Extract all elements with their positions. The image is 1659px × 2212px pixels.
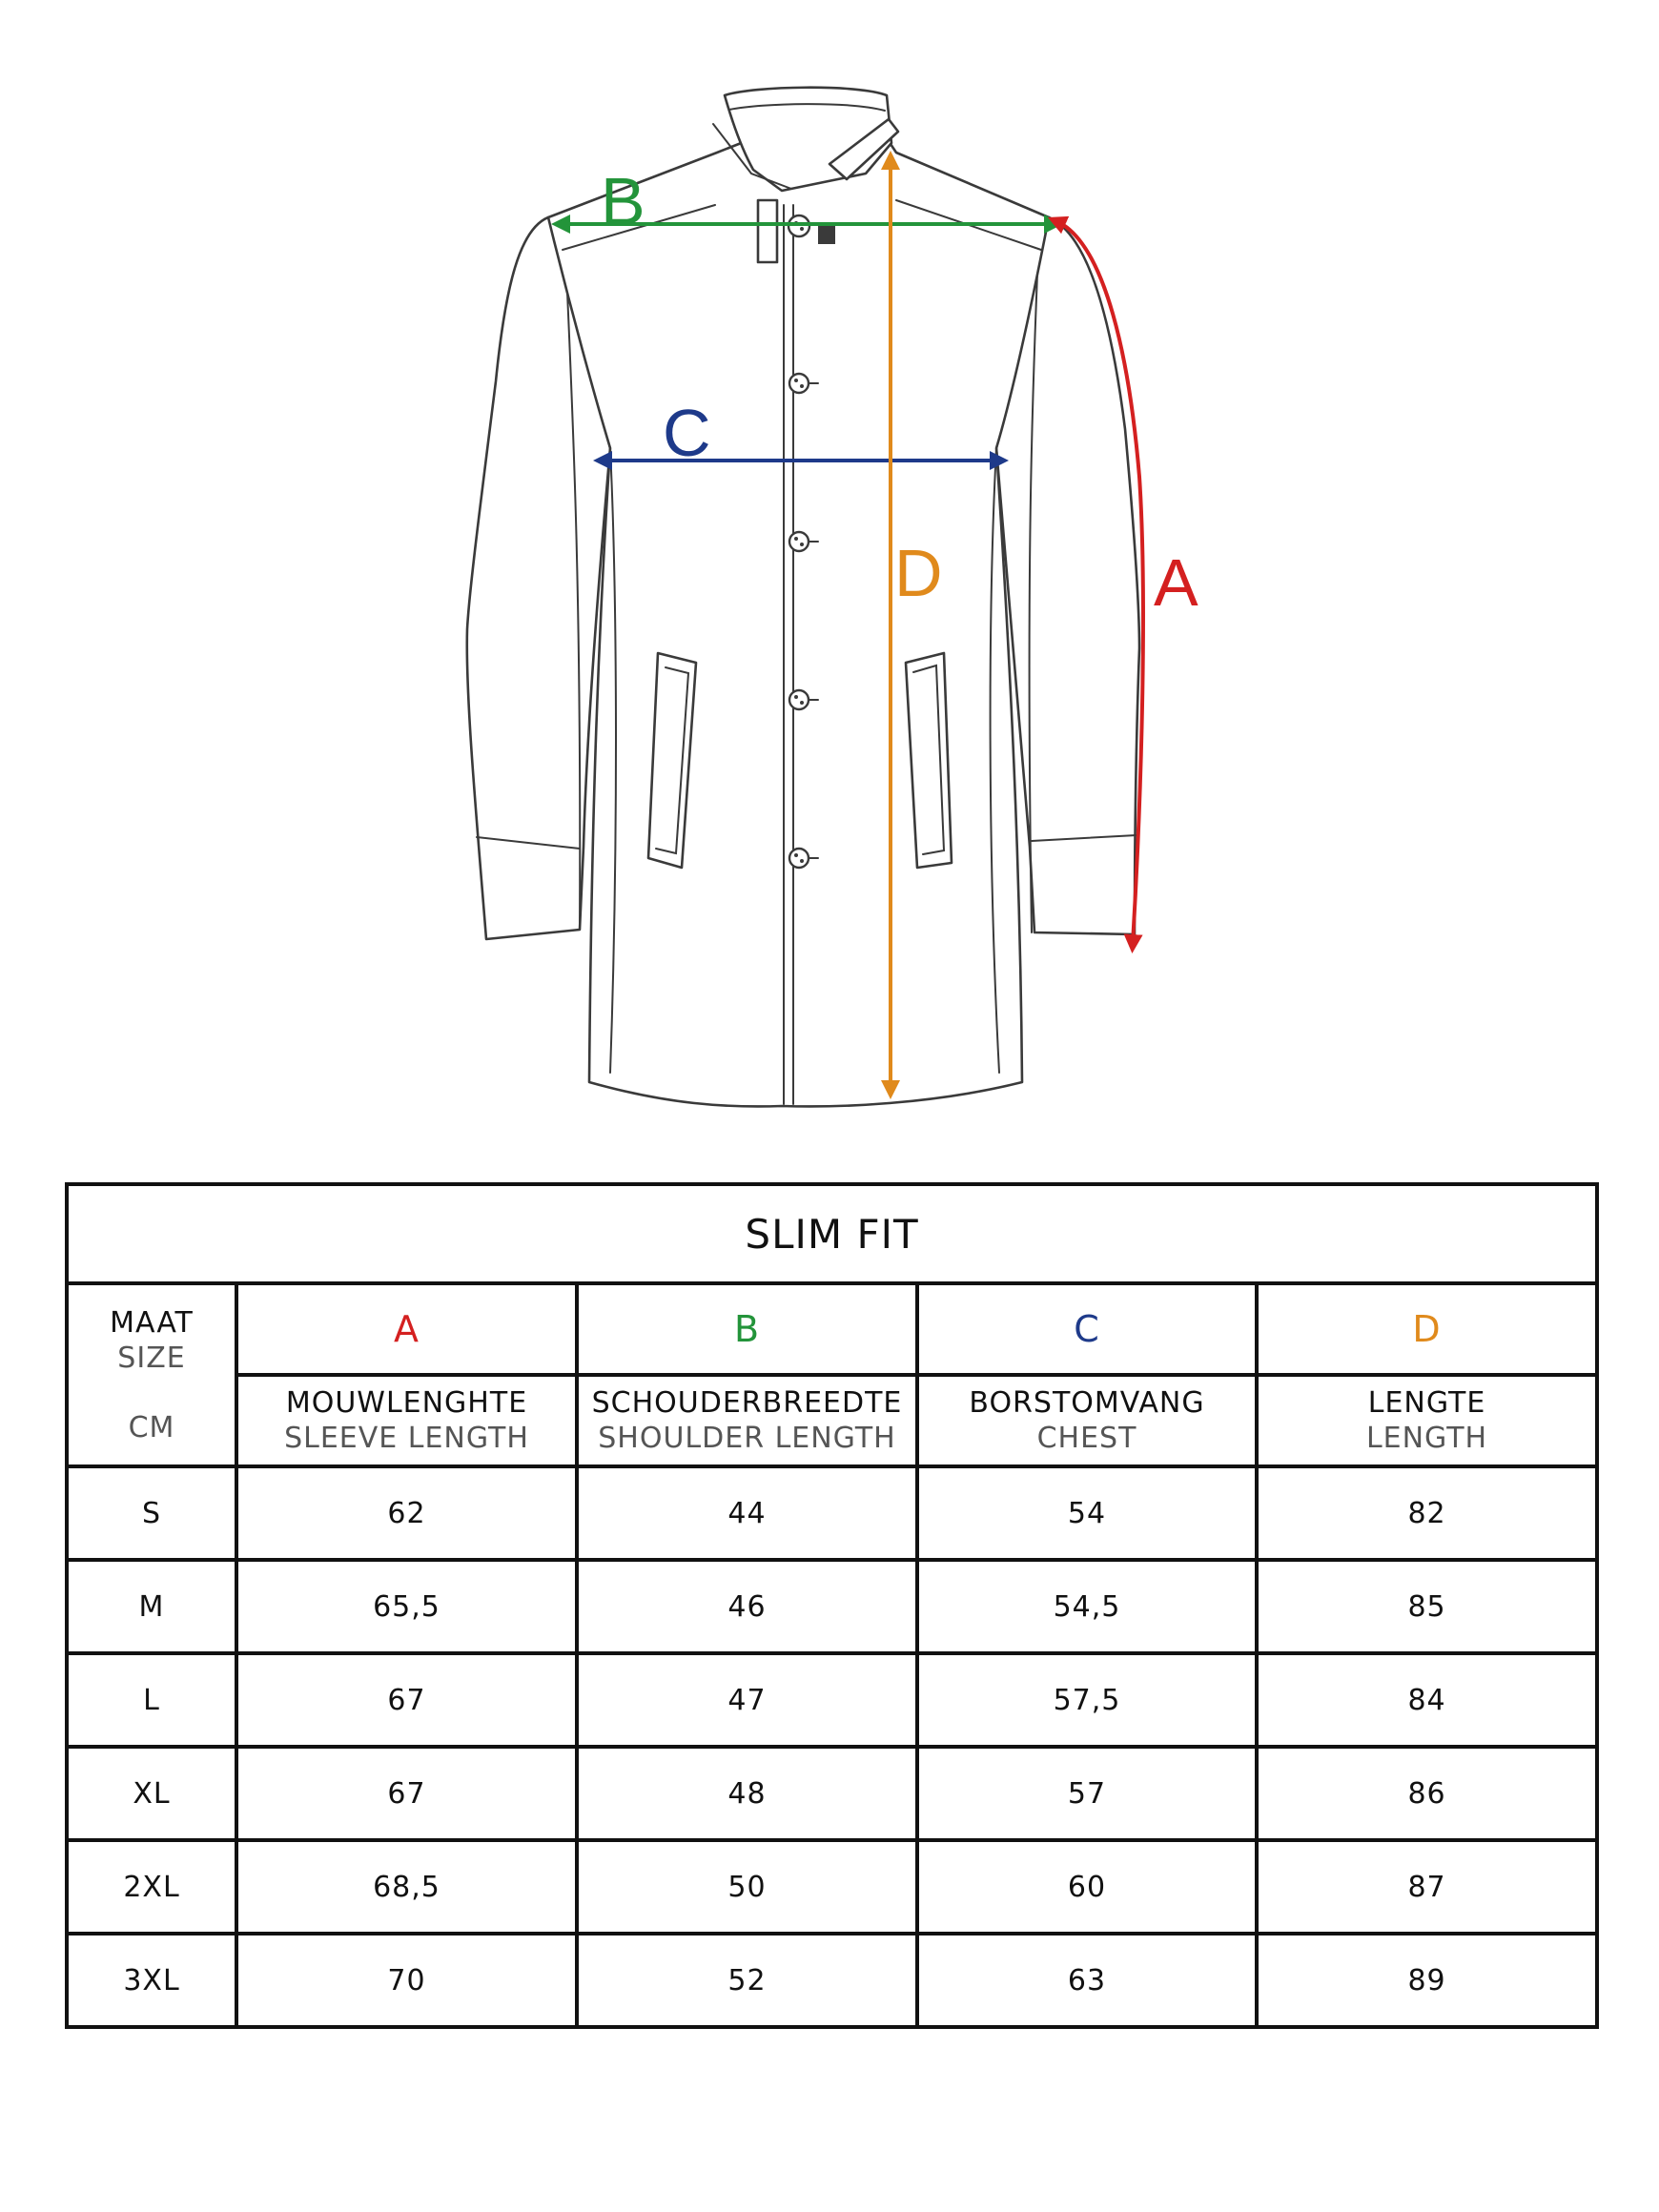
table-row xyxy=(67,1653,1597,1747)
size-cell: M xyxy=(67,1560,236,1653)
length-cell: 89 xyxy=(1257,1934,1597,2027)
column-b-label-nl: SCHOUDERBREEDTE xyxy=(591,1386,903,1420)
chest-cell: 54 xyxy=(917,1466,1257,1560)
column-a-label xyxy=(236,1375,577,1466)
size-header-nl: MAAT xyxy=(110,1305,194,1340)
shoulder-length-cell: 52 xyxy=(577,1934,917,2027)
column-a-letter: A xyxy=(236,1283,577,1375)
coat-body xyxy=(548,138,1049,1106)
sleeve-length-cell: 70 xyxy=(236,1934,577,2027)
chest-cell: 57 xyxy=(917,1747,1257,1840)
table-row xyxy=(67,1560,1597,1653)
column-c-label-en: CHEST xyxy=(1036,1422,1137,1455)
column-a-label-en: SLEEVE LENGTH xyxy=(284,1422,529,1455)
length-cell: 87 xyxy=(1257,1840,1597,1934)
column-d-label xyxy=(1257,1375,1597,1466)
chest-cell: 57,5 xyxy=(917,1653,1257,1747)
column-b-label xyxy=(577,1375,917,1466)
dimension-b-label: B xyxy=(601,164,645,238)
length-cell: 86 xyxy=(1257,1747,1597,1840)
size-cell: S xyxy=(67,1466,236,1560)
size-header-en: SIZE xyxy=(117,1341,186,1375)
size-cell: L xyxy=(67,1653,236,1747)
letter-row xyxy=(67,1283,1597,1375)
shoulder-length-cell: 48 xyxy=(577,1747,917,1840)
column-c-label-nl: BORSTOMVANG xyxy=(969,1386,1205,1420)
table-title-row xyxy=(67,1184,1597,1283)
shoulder-length-cell: 47 xyxy=(577,1653,917,1747)
placket xyxy=(758,200,777,262)
column-b-label-en: SHOULDER LENGTH xyxy=(598,1422,896,1455)
length-cell: 84 xyxy=(1257,1653,1597,1747)
dimension-d-label: D xyxy=(894,536,943,610)
column-c-letter: C xyxy=(917,1283,1257,1375)
sleeve-length-cell: 62 xyxy=(236,1466,577,1560)
column-d-letter: D xyxy=(1257,1283,1597,1375)
size-header-unit: CM xyxy=(128,1410,175,1444)
sleeve-length-cell: 67 xyxy=(236,1653,577,1747)
table-row xyxy=(67,1934,1597,2027)
sleeve-length-cell: 67 xyxy=(236,1747,577,1840)
dimension-c-label: C xyxy=(663,396,711,470)
dimension-a-label: A xyxy=(1154,545,1198,620)
size-chart-table xyxy=(65,1182,1599,2029)
column-b-letter: B xyxy=(577,1283,917,1375)
label-row xyxy=(67,1375,1597,1466)
shoulder-length-cell: 44 xyxy=(577,1466,917,1560)
sleeve-length-cell: 65,5 xyxy=(236,1560,577,1653)
column-a-label-nl: MOUWLENGHTE xyxy=(285,1386,528,1420)
length-cell: 82 xyxy=(1257,1466,1597,1560)
size-header-cell xyxy=(67,1283,236,1466)
chest-cell: 54,5 xyxy=(917,1560,1257,1653)
size-cell: 2XL xyxy=(67,1840,236,1934)
column-d-label-nl: LENGTE xyxy=(1367,1386,1486,1420)
shoulder-length-cell: 46 xyxy=(577,1560,917,1653)
chest-cell: 60 xyxy=(917,1840,1257,1934)
size-cell: 3XL xyxy=(67,1934,236,2027)
sleeve-length-cell: 68,5 xyxy=(236,1840,577,1934)
table-title: SLIM FIT xyxy=(67,1184,1597,1283)
column-c-label xyxy=(917,1375,1257,1466)
length-cell: 85 xyxy=(1257,1560,1597,1653)
table-row xyxy=(67,1747,1597,1840)
chest-cell: 63 xyxy=(917,1934,1257,2027)
size-cell: XL xyxy=(67,1747,236,1840)
table-row xyxy=(67,1840,1597,1934)
column-d-label-en: LENGTH xyxy=(1365,1422,1488,1455)
tab-buckle-icon xyxy=(818,225,835,244)
shoulder-length-cell: 50 xyxy=(577,1840,917,1934)
table-row xyxy=(67,1466,1597,1560)
